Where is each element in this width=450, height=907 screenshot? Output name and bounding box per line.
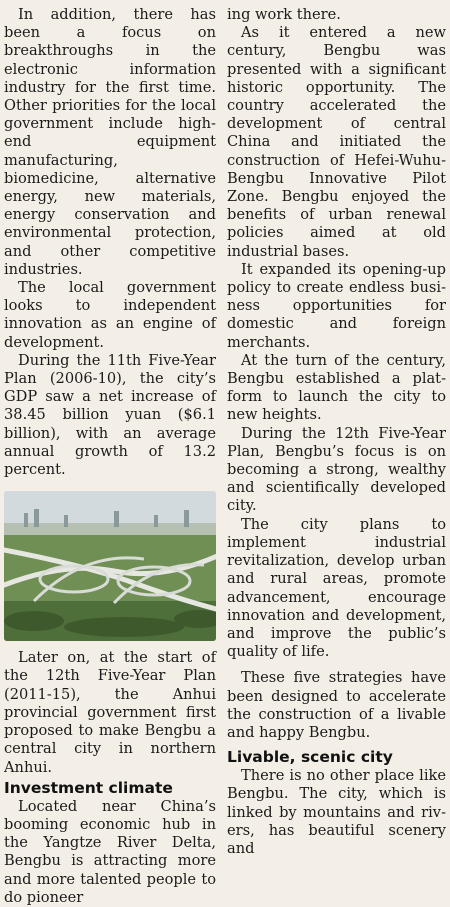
paragraph: As it entered a new century, Bengbu was presented with a significant historic opportunity. The country accelerated the development of central China and initiated the construction of Hefei-Wuhu-Bengbu Innovative Pilot Zone. Bengbu enjoyed the benefits of urban renewal policies aimed at old industrial bases. [227, 24, 446, 260]
section-heading-investment: Investment climate [4, 778, 173, 797]
paragraph: In addition, there has been a focus on breakthroughs in the electronic information industry for the first time. Other priorities for the local government include high-end equipment manufacturing, biomedicine, alternative energy, new materials, energy conservation and environmental protection, and other competitive industries. [4, 6, 216, 278]
paragraph: The local government looks to independent innovation as an engine of development. [4, 279, 216, 351]
paragraph: It expanded its opening-up policy to create endless business opportunities for domestic and foreign merchants. [227, 260, 446, 351]
left-column [4, 6, 221, 906]
paragraph: Later on, at the start of the 12th Five-Year Plan (2011-15), the Anhui provincial government first proposed to make Bengbu a central city in northern Anhui. [4, 649, 216, 776]
highway-interchange-photo [4, 491, 216, 641]
paragraph: There is no other place like Bengbu. The city, which is linked by mountains and rivers, has beautiful scenery and [227, 767, 446, 857]
paragraph: Located near China’s booming economic hub in the Yangtze River Delta, Bengbu is attracting more and more talented people to do pioneer [4, 797, 216, 906]
paragraph: The city plans to implement industrial revitalization, develop urban and rural areas, promote advancement, encourage innovation and development, and improve the public’s quality of life. [227, 515, 446, 661]
paragraph: At the turn of the century, Bengbu established a platform to launch the city to new heights. [227, 351, 446, 424]
paragraph: During the 11th Five-Year Plan (2006-10), the city’s GDP saw a net increase of 38.45 billion yuan ($6.1 billion), with an average annual growth of 13.2 percent. [4, 351, 216, 479]
paragraph: These five strategies have been designed to accelerate the construction of a livable and happy Bengbu. [227, 669, 446, 741]
paragraph: During the 12th Five-Year Plan, Bengbu’s focus is on becoming a strong, wealthy and scientifically developed city. [227, 424, 446, 515]
right-column [221, 6, 446, 857]
section-heading-livable: Livable, scenic city [227, 748, 393, 767]
paragraph-continuation: ing work there. [227, 6, 341, 23]
